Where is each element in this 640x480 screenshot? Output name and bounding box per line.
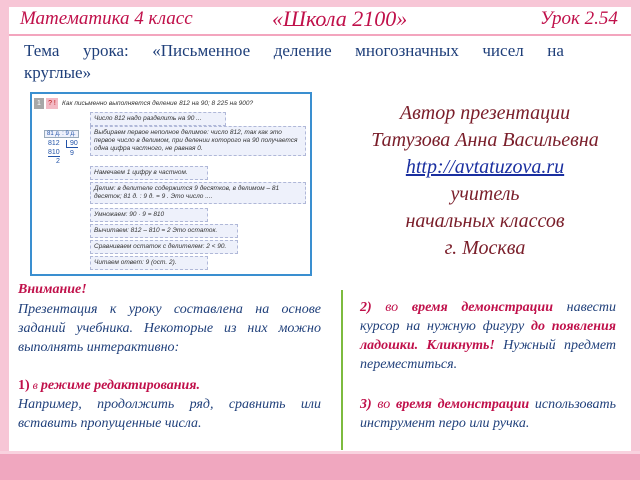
note-item-mode: время демонстрации — [395, 397, 530, 412]
note-item-prep: во — [371, 300, 412, 315]
note-item-number: 3) — [360, 397, 372, 412]
note-item-mode: режиме редактирования. — [40, 378, 201, 393]
remainder: 2 — [56, 158, 60, 165]
topic-word: «Письменное — [152, 41, 251, 60]
note-item-prep: во — [371, 397, 396, 412]
textbook-step: Сравниваем остаток с делителем: 2 < 90. — [90, 240, 238, 254]
divisor: 90 — [66, 140, 78, 148]
intro-text: Презентация к уроку составлена на основе заданий учебника. Некоторые из них можно выполнять интерактивно: — [18, 302, 321, 355]
left-border — [0, 0, 9, 480]
author-website-link[interactable]: http://avtatuzova.ru — [405, 156, 565, 178]
author-role: учитель — [450, 183, 520, 205]
note-item-1 — [18, 376, 321, 433]
right-border — [631, 0, 640, 480]
textbook-step: Выбираем первое неполное делимое: число 812, так как это первое число в делимом, при делении которого на 90 получается одна цифра частного, не равная 0. — [90, 126, 306, 156]
note-item-2 — [360, 298, 616, 374]
topic-word: Тема — [24, 41, 60, 60]
author-block — [340, 100, 630, 262]
textbook-header — [34, 96, 304, 110]
author-caption: Автор презентации — [399, 102, 571, 124]
header-divider — [9, 34, 631, 36]
textbook-step: Намечаем 1 цифру в частном. — [90, 166, 208, 180]
author-name: Татузова Анна Васильевна — [371, 129, 599, 151]
topic-word: урока: — [82, 41, 129, 60]
note-item-text: Нужный предмет переместиться. — [360, 338, 616, 372]
column-divider — [341, 290, 343, 450]
lesson-number: Урок 2.54 — [540, 8, 618, 29]
textbook-step: Делим: в делителе содержится 9 десятков, в делимом – 81 десяток; 81 д. : 9 д. = 9 . Это число .... — [90, 182, 306, 204]
textbook-step: Вычитаем: 812 – 810 = 2 Это остаток. — [90, 224, 238, 238]
topic-line-2: круглые» — [24, 63, 92, 82]
textbook-hint: Число 812 надо разделить на 90 ... — [90, 112, 226, 126]
lesson-topic — [24, 40, 564, 84]
note-item-number: 1) — [18, 378, 30, 393]
textbook-step: Читаем ответ: 9 (ост. 2). — [90, 256, 208, 270]
dividend: 812 — [48, 140, 60, 147]
note-item-number: 2) — [360, 300, 372, 315]
topic-word: многозначных — [355, 41, 459, 60]
note-item-3 — [360, 395, 616, 433]
school-title: «Школа 2100» — [272, 6, 408, 31]
note-item-text: использовать инструмент перо или ручка. — [360, 397, 616, 431]
quotient: 9 — [70, 150, 74, 157]
topic-word: чисел — [482, 41, 524, 60]
author-city: г. Москва — [444, 237, 526, 259]
note-item-text: навести курсор на нужную фигуру — [360, 300, 616, 334]
note-item-text: Например, продолжить ряд, сравнить или вставить пропущенные числа. — [18, 397, 321, 431]
topic-word: на — [547, 41, 564, 60]
topic-word: деление — [273, 41, 332, 60]
textbook-step: Умножаем: 90 · 9 = 810 — [90, 208, 208, 222]
note-item-mode: время демонстрации — [411, 300, 553, 315]
attention-heading: Внимание! — [18, 282, 87, 297]
question-icon: ? ! — [46, 98, 58, 109]
author-role-detail: начальных классов — [405, 210, 565, 232]
subject-title: Математика 4 класс — [20, 8, 193, 29]
division-hint: 81 д. : 9 д. — [44, 130, 79, 138]
long-division — [44, 130, 92, 190]
note-item-prep: в — [29, 378, 41, 392]
subtrahend: 810 — [48, 149, 60, 156]
bottom-border — [0, 451, 640, 480]
textbook-question: Как письменно выполняется деление 812 на 90; 8 225 на 900? — [62, 99, 254, 107]
task-number: 1 — [34, 98, 44, 109]
textbook-image — [30, 92, 312, 276]
note-item-emphasis: до появления ладошки. Кликнуть! — [360, 319, 617, 353]
